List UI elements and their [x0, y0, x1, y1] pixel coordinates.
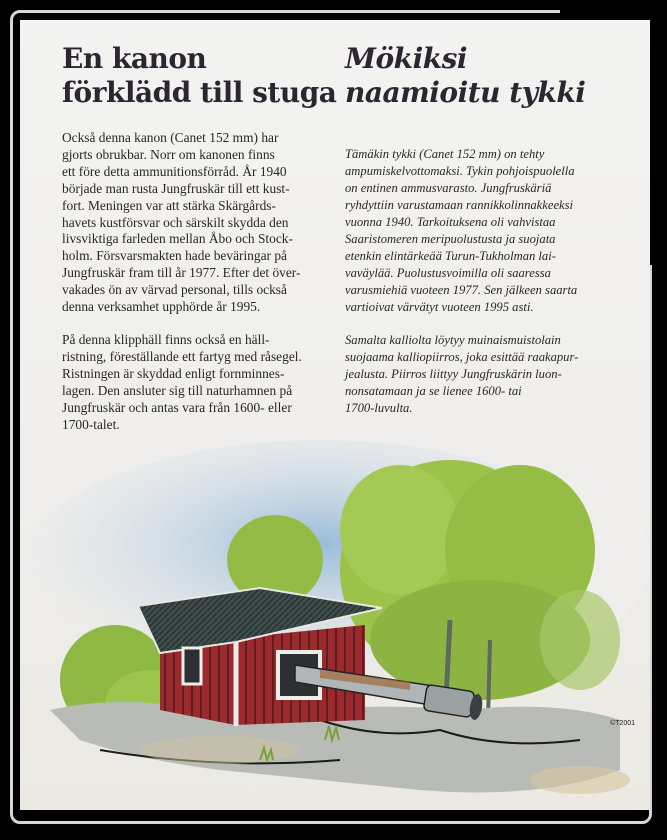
title-line: Mökiksi	[345, 42, 468, 75]
text-line: nonsatamaan ja se lienee 1600- tai	[345, 384, 522, 398]
cottage-cannon-illustration	[20, 420, 650, 810]
text-line: På denna klipphäll finns också en häll-	[62, 331, 270, 347]
text-line: Saaristomeren meripuolustusta ja suojata	[345, 232, 556, 246]
text-line: ryhdyttiin varustamaan rannikkolinnakkeeksi	[345, 198, 574, 212]
text-line: holm. Försvarsmakten hade beväringar på	[62, 248, 287, 264]
swedish-paragraph-2	[62, 332, 347, 433]
text-line: suojaama kalliopiirros, joka esittää raakapur-	[345, 350, 579, 364]
text-line: vaväylää. Puolustusvoimilla oli saaressa	[345, 266, 551, 280]
text-line: Tämäkin tykki (Canet 152 mm) on tehty	[345, 147, 545, 161]
text-line: gjorts obrukbar. Norr om kanonen finns	[62, 146, 275, 162]
title-line: naamioitu tykki	[345, 76, 586, 109]
text-line: etenkin elintärkeää Turun-Tukholman lai-	[345, 249, 556, 263]
text-line: Jungfruskär fram till år 1977. Efter det över-	[62, 265, 301, 281]
text-line: vuonna 1940. Tarkoituksena oli vahvistaa	[345, 215, 556, 229]
information-sign	[20, 20, 650, 810]
text-line: lagen. Den ansluter sig till naturhamnen på	[62, 382, 293, 398]
text-line: Ristningen är skyddad enligt fornminnes-	[62, 365, 285, 381]
text-line: Också denna kanon (Canet 152 mm) har	[62, 130, 279, 145]
swedish-paragraph-1	[62, 130, 347, 316]
title-line: En kanon	[62, 42, 207, 75]
text-line: livsviktiga farleden mellan Åbo och Stock-	[62, 231, 293, 247]
artist-signature: ©T2001	[610, 720, 636, 727]
text-line: havets kustförsvar och särskilt skydda den	[62, 214, 289, 230]
text-line: vakades ön av värvad personal, tills också	[62, 282, 287, 298]
title-line: förklädd till stuga	[62, 76, 337, 109]
text-line: vartioivat värvätyt vuoteen 1995 asti.	[345, 300, 534, 314]
swedish-body	[62, 130, 347, 433]
finnish-paragraph-1	[345, 146, 635, 316]
text-line: varusmiehiä vuoteen 1977. Sen jälkeen saarta	[345, 283, 578, 297]
red-cottage	[138, 588, 382, 726]
text-line: denna verksamhet upphörde år 1995.	[62, 299, 261, 315]
finnish-body	[345, 146, 635, 417]
text-line: började man rusta Jungfruskär till ett kust-	[62, 180, 290, 196]
swedish-title	[62, 42, 347, 110]
finnish-title	[345, 42, 635, 110]
text-line: 1700-luvulta.	[345, 401, 413, 415]
text-line: ett före detta ammunitionsförråd. År 1940	[62, 163, 287, 179]
text-line: fort. Meningen var att stärka Skärgårds-	[62, 197, 276, 213]
text-line: Samalta kalliolta löytyy muinaismuistolain	[345, 333, 561, 347]
finnish-paragraph-2	[345, 332, 635, 417]
text-line: jealusta. Piirros liittyy Jungfruskärin luon-	[345, 367, 562, 381]
text-line: ristning, föreställande ett fartyg med råsegel.	[62, 348, 302, 364]
text-line: 1700-talet.	[62, 416, 120, 432]
text-line: on entinen ammusvarasto. Jungfruskäriä	[345, 181, 552, 195]
swedish-column	[62, 20, 347, 449]
finnish-column	[345, 20, 635, 433]
text-line: Jungfruskär och antas vara från 1600- eller	[62, 399, 292, 415]
text-line: ampumiskelvottomaksi. Tykin pohjoispuolella	[345, 164, 575, 178]
